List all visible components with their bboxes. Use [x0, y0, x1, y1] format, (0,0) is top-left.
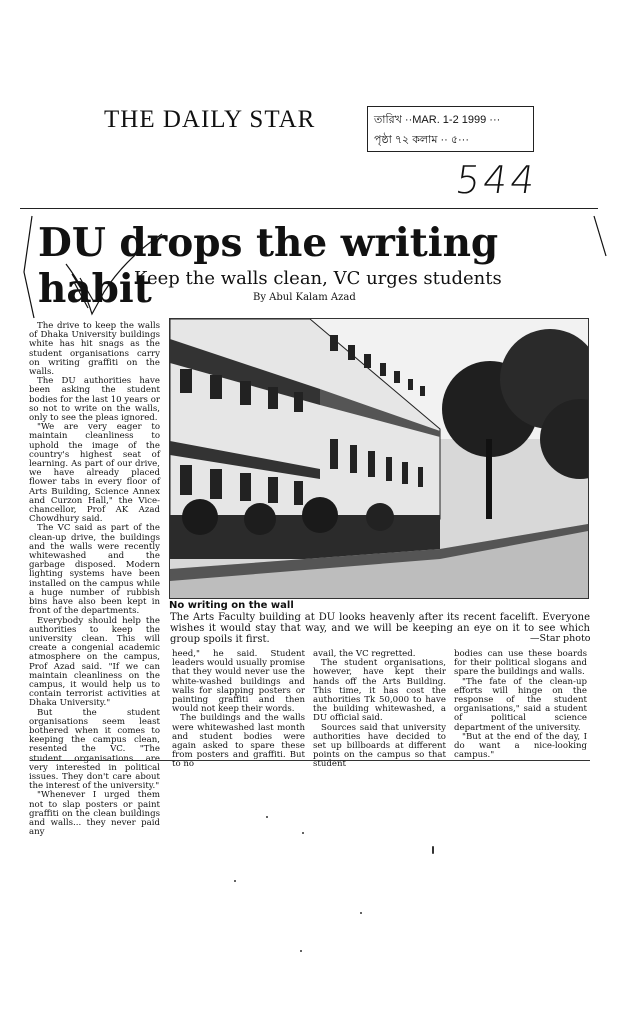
photo-caption: The Arts Faculty building at DU looks heavenly after its recent facelift. Everyone wishes it would stay that way, and we will be keeping an eye on it to see which group spoils it first.	[170, 612, 590, 645]
photo-caption-title: No writing on the wall	[169, 600, 294, 611]
stamp-date-line: তারিখ ··MAR. 1-2 1999 ···	[374, 114, 501, 126]
paragraph: The buildings and the walls were whitewashed last month and student bodies were again asked to spare these from posters and graffiti. But to no	[172, 713, 305, 770]
column-4	[454, 650, 587, 760]
paragraph: Everybody should help the authorities to keep the university clean. This will create a congenial academic atmosphere on the campus, Prof Azad said. "If we can maintain cleanliness on the campus, it would help us to contain terrorist activities at Dhaka University."	[29, 615, 160, 709]
paragraph: "Whenever I urged them not to slap posters or paint graffiti on the clean buildings and walls... they never paid any	[29, 790, 160, 838]
column-3	[313, 650, 446, 770]
paragraph: bodies can use these boards for their political slogans and spare the buildings and walls.	[454, 649, 587, 678]
scan-speck	[360, 912, 362, 914]
headline: DU drops the writing habit	[38, 220, 499, 312]
paragraph: "We are very eager to maintain cleanliness to uphold the image of the country's highest seat of learning. As part of our drive, we have already placed flower tabs in every floor of Arts Building, Science Annex and Curzon Hall," the Vice-chancellor, Prof AK Azad Chowdhury said.	[29, 422, 160, 525]
paragraph: avail, the VC regretted.	[313, 649, 416, 659]
handwritten-folio-number: 544	[452, 158, 541, 202]
paragraph: The student organisations, however, have kept their hands off the Arts Building. This time, it has cost the authorities Tk 50,000 to have the building whitewashed, a DU official said.	[313, 658, 446, 724]
paragraph: "But at the end of the day, I do want a nice-looking campus."	[454, 731, 587, 761]
paragraph: The DU authorities have been asking the student bodies for the last 10 years or so not to write on the walls, only to see the pleas ignored.	[29, 376, 160, 424]
scan-speck	[302, 832, 304, 834]
paragraph: "The fate of the clean-up efforts will hinge on the response of the student organisations," said a student of political science department of the university.	[454, 676, 587, 733]
column-2	[172, 650, 305, 770]
paragraph: heed," he said. Student leaders would usually promise that they would never use the white-washed buildings and walls for slapping posters or painting graffiti and then would not keep their words.	[172, 649, 305, 715]
scan-speck	[234, 880, 236, 882]
scan-speck	[266, 816, 268, 818]
byline: By Abul Kalam Azad	[253, 292, 356, 303]
paragraph: The VC said as part of the clean-up drive, the buildings and the walls were recently whitewashed and the garbage disposed. Modern lighting systems have been installed on the campus while a huge number of rubbish bins have also been kept in front of the departments.	[29, 523, 160, 617]
scan-speck	[300, 950, 302, 952]
scan-speck	[432, 846, 434, 854]
masthead: THE DAILY STAR	[104, 106, 316, 133]
paragraph: The drive to keep the walls of Dhaka University buildings white has hit snags as the student organisations carry on writing graffiti on the walls.	[29, 321, 160, 378]
top-rule	[20, 208, 598, 209]
paragraph: But the student organisations seem least bothered when it comes to keeping the campus clean, resented the VC. "The student organisations are very interested in political issues. They don't care about the interest of the university."	[29, 707, 160, 792]
paragraph: Sources said that university authorities have decided to set up billboards at different points on the campus so that student	[313, 722, 446, 770]
bottom-rule	[30, 760, 590, 761]
left-bracket-mark	[20, 212, 40, 322]
arts-building-photo	[169, 318, 589, 599]
photo-credit: —Star photo	[530, 633, 591, 644]
date-stamp	[367, 106, 534, 152]
stamp-page-line: পৃষ্ঠা ৭২ কলাম ·· ৫···	[374, 134, 469, 146]
subheadline: Keep the walls clean, VC urges students	[134, 268, 502, 289]
